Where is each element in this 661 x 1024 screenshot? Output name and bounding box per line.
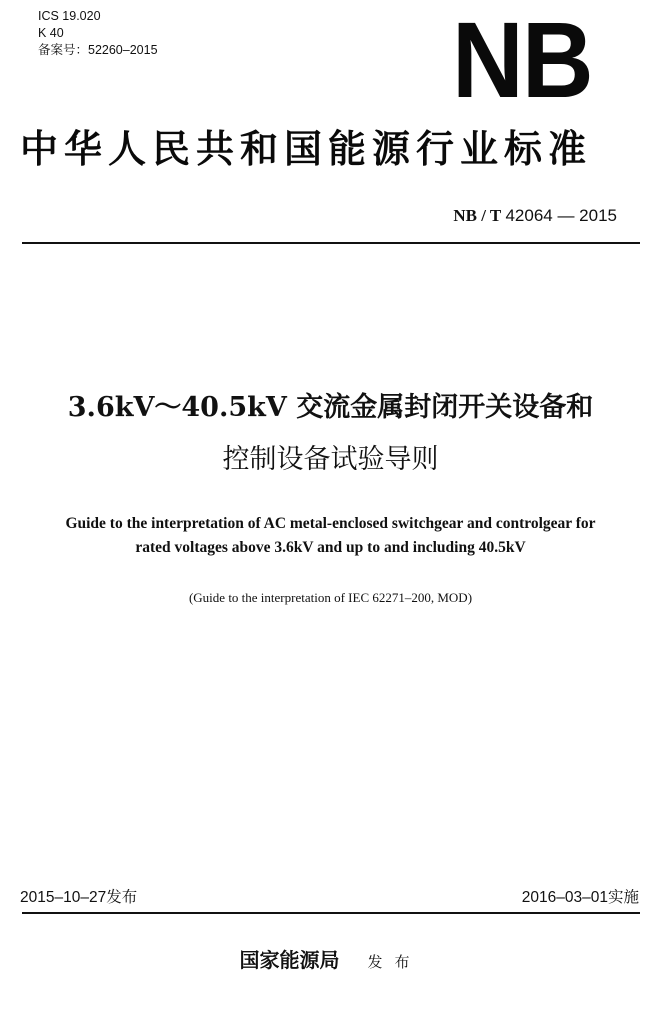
chinese-title-line-2: 控制设备试验导则 [222, 444, 439, 475]
implementation-date: 2016–03–01实施 [521, 889, 639, 906]
organization-title: 中华人民共和国能源行业标准 [20, 126, 593, 171]
adoption-note: (Guide to the interpretation of IEC 62271–200, MOD) [188, 590, 473, 605]
english-title-line-1: Guide to the interpretation of AC metal-enclosed switchgear and controlgear for [65, 515, 596, 532]
chinese-title-line-1: 3.6kV～40.5kV 交流金属封闭开关设备和 [67, 392, 594, 423]
classification-code: K 40 [38, 26, 64, 40]
standard-prefix: NB / T [453, 206, 502, 225]
top-divider [22, 242, 640, 244]
bottom-divider [22, 912, 640, 914]
issuer-action: 发布 [367, 953, 422, 971]
ics-code: ICS 19.020 [38, 9, 101, 23]
document-metadata [38, 8, 158, 59]
nb-logo: NB [452, 0, 592, 120]
record-number: 备案号：52260–2015 [38, 43, 158, 57]
issue-date: 2015–10–27发布 [20, 889, 138, 906]
standard-code: 42064 — 2015 [505, 206, 617, 225]
issuer-name: 国家能源局 [239, 948, 340, 972]
standard-number [453, 206, 617, 226]
english-title-line-2: rated voltages above 3.6kV and up to and including 40.5kV [135, 539, 526, 556]
issuer [0, 944, 661, 973]
